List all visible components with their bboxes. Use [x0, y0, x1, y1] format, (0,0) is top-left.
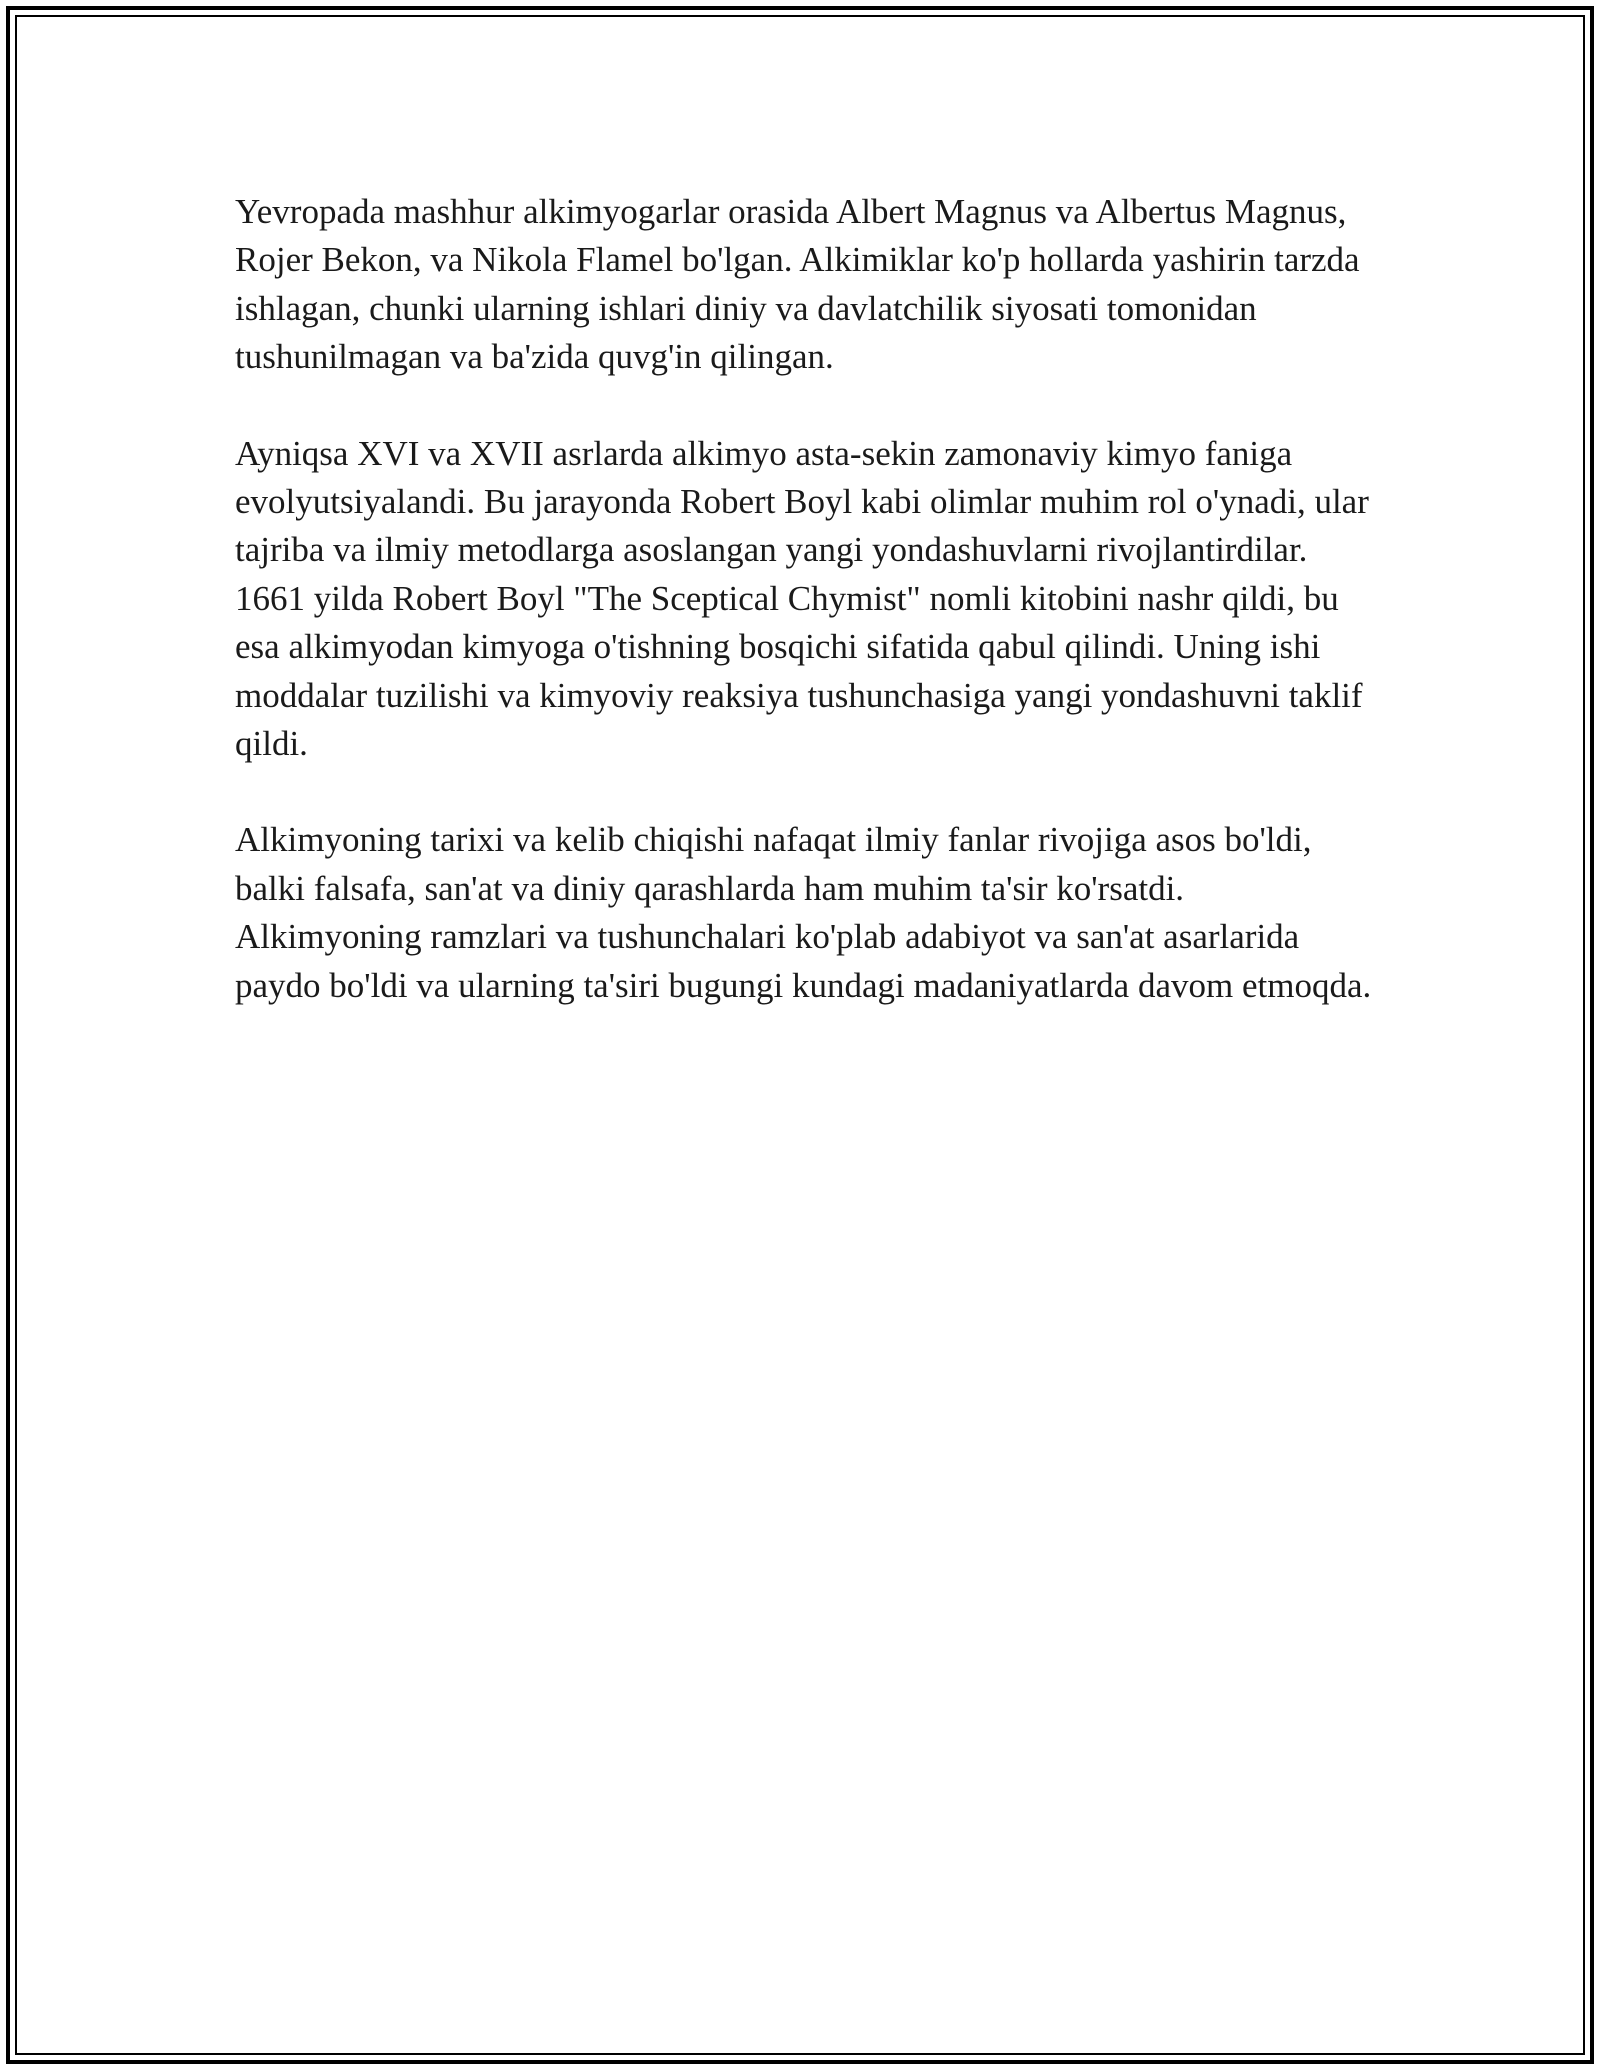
paragraph-legacy: Alkimyoning tarixi va kelib chiqishi nafaqat ilmiy fanlar rivojiga asos bo'ldi, balki falsafa, san'at va diniy qarashlarda ham muhim ta'sir ko'rsatdi. Alkimyoning ramzlari va tushunchalari ko'plab adabiyot va san'at asarlarida paydo bo'ldi va ularning ta'siri bugungi kundagi madaniyatlarda davom etmoqda.: [235, 820, 1372, 1005]
paragraph-boyle: Ayniqsa XVI va XVII asrlarda alkimyo asta-sekin zamonaviy kimyo faniga evolyutsiyalandi. Bu jarayonda Robert Boyl kabi olimlar muhim rol o'ynadi, ular tajriba va ilmiy metodlarga asoslangan yangi yondashuvlarni rivojlantirdilar. 1661 yilda Robert Boyl "The Sceptical Chymist" nomli kitobini nashr qildi, bu esa alkimyodan kimyoga o'tishning bosqichi sifatida qabul qilindi. Uning ishi moddalar tuzilishi va kimyoviy reaksiya tushunchasiga yangi yondashuvni taklif qildi.: [235, 433, 1369, 764]
document-body: [235, 188, 1375, 1058]
paragraph-nobles: Yevropada mashhur alkimyogarlar orasida Albert Magnus va Albertus Magnus, Rojer Bekon, va Nikola Flamel bo'lgan. Alkimiklar ko'p hollarda yashirin tarzda ishlagan, chunki ularning ishlari diniy va davlatchilik siyosati tomonidan tushunilmagan va ba'zida quvg'in qilingan.: [235, 192, 1360, 377]
